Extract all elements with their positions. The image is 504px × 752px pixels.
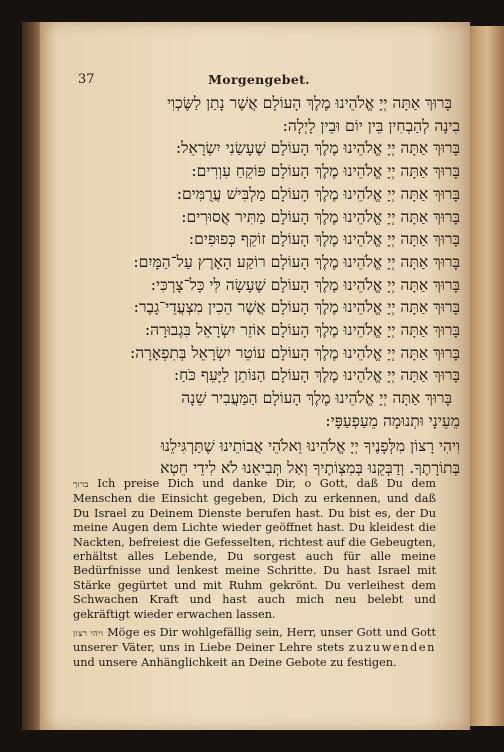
hebrew-line: בָּרוּךְ אַתָּה יְיָ אֱלֹהֵינוּ מֶלֶךְ הָעוֹלָם הַמַּעֲבִיר שֵׁנָה xyxy=(181,389,452,408)
hebrew-line: בָּרוּךְ אַתָּה יְיָ אֱלֹהֵינוּ מֶלֶךְ הָעוֹלָם רוֹקַע הָאָרֶץ עַל־הַמָּיִם: xyxy=(133,252,460,271)
paragraph-text: und unsere Anhänglichkeit an Deine Gebote zu festigen. xyxy=(73,655,397,669)
running-title: Morgengebet. xyxy=(208,72,310,87)
hebrew-line: מֵעֵינָי וּתְנוּמָה מֵעַפְעַפָּי: xyxy=(325,411,460,430)
hebrew-line: בִינָה לְהַבְחִין בֵּין יוֹם וּבֵין לָיְלָה: xyxy=(282,116,460,135)
hebrew-prayer-text xyxy=(72,92,460,480)
hebrew-line: בָּרוּךְ אַתָּה יְיָ אֱלֹהֵינוּ מֶלֶךְ הָעוֹלָם אוֹזֵר יִשְׂרָאֵל בִּגְבוּרָה: xyxy=(144,321,460,340)
hebrew-line: בָּרוּךְ אַתָּה יְיָ אֱלֹהֵינוּ מֶלֶךְ הָעוֹלָם זוֹקֵף כְּפוּפִים: xyxy=(188,230,460,249)
hebrew-line: בָּרוּךְ אַתָּה יְיָ אֱלֹהֵינוּ מֶלֶךְ הָעוֹלָם אֲשֶׁר הֵכִין מִצְעֲדֵי־גָבֶר: xyxy=(133,298,460,317)
page-number: 37 xyxy=(78,72,95,87)
hebrew-line: בָּרוּךְ אַתָּה יְיָ אֱלֹהֵינוּ מֶלֶךְ הָעוֹלָם מַלְבִּישׁ עֲרֻמִּים: xyxy=(176,184,460,203)
translation-paragraph xyxy=(73,626,436,670)
hebrew-line: בָּרוּךְ אַתָּה יְיָ אֱלֹהֵינוּ מֶלֶךְ הָעוֹלָם פּוֹקֵחַ עִוְרִים: xyxy=(191,162,460,181)
german-translation xyxy=(73,477,436,670)
hebrew-line: בְּתוֹרָתֶךָ. וְדַבְּקֵנוּ בְּמִצְוֹתֶיךָ וְאַל תְּבִיאֵנוּ לֹא לִידֵי חֵטְא xyxy=(160,459,460,478)
paragraph-text: Ich preise Dich und danke Dir, o Gott, daß Du dem Menschen die Einsicht gegeben, Dich zu erkennen, und daß Du Israel zu Deinem Dienste berufen hast. Du bist es, der Du meine Augen dem Lichte wieder geöffnet hast. Du kleidest die Nackten, befreiest die Gefesselten, richtest auf die Gebeugten, erhältst alles Lebende, Du sorgest auch für alle meine Bedürfnisse und lenkest meine Schritte. Du hast Israel mit Stärke gegürtet und mit Ruhm gekrönt. Du verleihest dem Schwachen Kraft und hast auch mich neu belebt und gekräftigt wieder erwachen lassen. xyxy=(73,477,436,621)
hebrew-line: בָּרוּךְ אַתָּה יְיָ אֱלֹהֵינוּ מֶלֶךְ הָעוֹלָם שֶׁעָשָׂה לִּי כָּל־צָרְכִּי: xyxy=(150,275,460,294)
hebrew-line: בָּרוּךְ אַתָּה יְיָ אֱלֹהֵינוּ מֶלֶךְ הָעוֹלָם מַתִּיר אֲסוּרִים: xyxy=(181,207,460,226)
paragraph-text: Möge es Dir wohlgefällig sein, Herr, unser Gott und Gott unserer Väter, uns in Liebe Deiner Lehre stets xyxy=(73,626,436,655)
hebrew-line: בָּרוּךְ אַתָּה יְיָ אֱלֹהֵינוּ מֶלֶךְ הָעוֹלָם אֲשֶׁר נָתַן לַשֶּׂכְוִי xyxy=(167,94,452,112)
page-header xyxy=(78,72,440,94)
hebrew-incipit: ברוך xyxy=(73,480,89,490)
spaced-emphasis: zuzuwenden xyxy=(348,641,436,655)
hebrew-line: בָּרוּךְ אַתָּה יְיָ אֱלֹהֵינוּ מֶלֶךְ הָעוֹלָם הַנּוֹתֵן לַיָּעֵף כֹּחַ: xyxy=(173,366,460,385)
hebrew-line: בָּרוּךְ אַתָּה יְיָ אֱלֹהֵינוּ מֶלֶךְ הָעוֹלָם עוֹטֵר יִשְׂרָאֵל בְּתִפְאָרָה: xyxy=(129,343,460,362)
hebrew-line: וִיהִי רָצוֹן מִלְּפָנֶיךָ יְיָ אֱלֹהֵינוּ וֵאלֹהֵי אֲבוֹתֵינוּ שֶׁתַּרְגִּילֵנוּ xyxy=(160,436,460,455)
hebrew-line: בָּרוּךְ אַתָּה יְיָ אֱלֹהֵינוּ מֶלֶךְ הָעוֹלָם שֶׁעָשַׂנִי יִשְׂרָאֵל: xyxy=(175,139,460,158)
translation-paragraph xyxy=(73,477,436,622)
hebrew-incipit: ויהי רצון xyxy=(73,629,104,640)
